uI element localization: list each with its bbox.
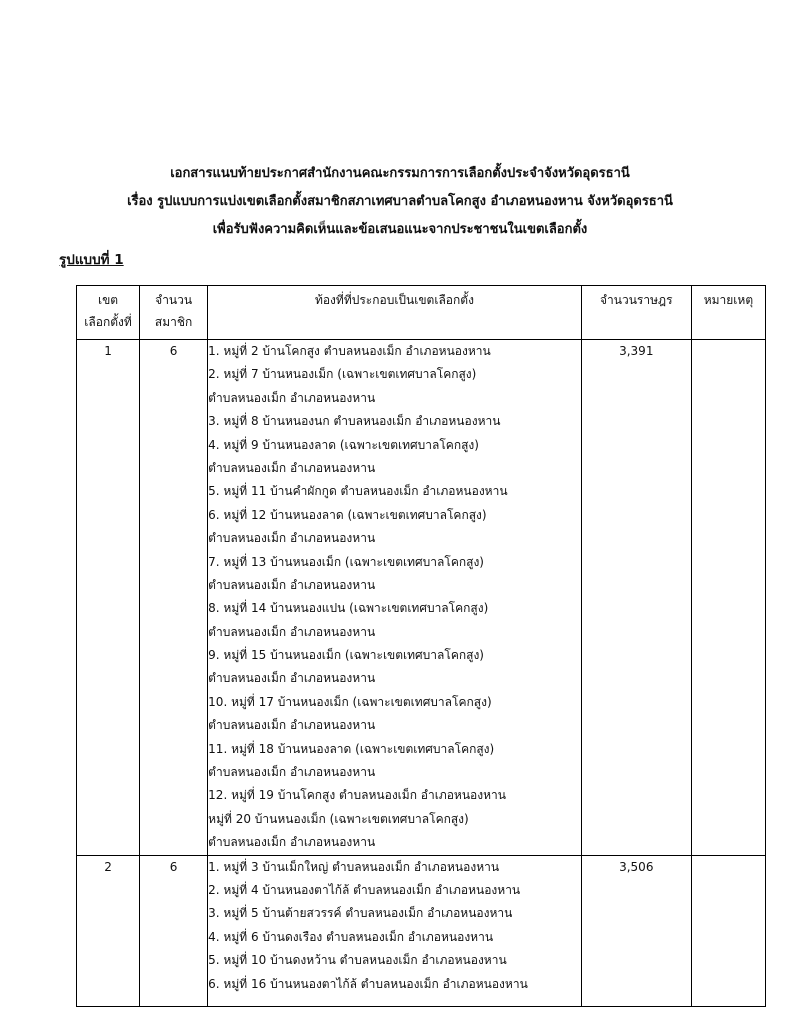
area-line: 5. หมู่ที่ 11 บ้านคำผักกูด ตำบลหนองเม็ก อำเภอหนองหาน xyxy=(208,484,508,499)
district-number: 2 xyxy=(77,855,140,1006)
district-number: 1 xyxy=(77,340,140,856)
area-line: 12. หมู่ที่ 19 บ้านโคกสูง ตำบลหนองเม็ก อำเภอหนองหาน xyxy=(208,788,506,803)
area-line: ตำบลหนองเม็ก อำเภอหนองหาน xyxy=(208,624,376,639)
note-cell xyxy=(691,855,765,1006)
area-line: ตำบลหนองเม็ก อำเภอหนองหาน xyxy=(208,390,376,405)
member-count: 6 xyxy=(140,340,208,856)
header-line-1: เอกสารแนบท้ายประกาศสำนักงานคณะกรรมการการเลือกตั้งประจำจังหวัดอุดรธานี xyxy=(170,166,630,181)
header-population: จำนวนราษฎร xyxy=(581,286,691,340)
header-line-3: เพื่อรับฟังความคิดเห็นและข้อเสนอแนะจากประชาชนในเขตเลือกตั้ง xyxy=(212,222,588,237)
header-district-line-2: เลือกตั้งที่ xyxy=(84,315,132,329)
population-count: 3,506 xyxy=(581,855,691,1006)
area-line: ตำบลหนองเม็ก อำเภอหนองหาน xyxy=(208,531,376,546)
area-line: 8. หมู่ที่ 14 บ้านหนองแปน (เฉพาะเขตเทศบาลโคกสูง) xyxy=(208,601,489,616)
area-line: 4. หมู่ที่ 6 บ้านดงเรือง ตำบลหนองเม็ก อำเภอหนองหาน xyxy=(208,929,494,944)
header-district xyxy=(77,286,140,340)
header-members-line-2: สมาชิก xyxy=(154,315,193,329)
table-row xyxy=(77,340,766,856)
area-line: 5. หมู่ที่ 10 บ้านดงหว้าน ตำบลหนองเม็ก อำเภอหนองหาน xyxy=(208,953,507,968)
header-members-line-1: จำนวน xyxy=(155,293,193,307)
area-line: 2. หมู่ที่ 4 บ้านหนองตาไก้ล้ ตำบลหนองเม็ก อำเภอหนองหาน xyxy=(208,882,521,897)
area-cell xyxy=(208,855,582,1006)
area-line: ตำบลหนองเม็ก อำเภอหนองหาน xyxy=(208,460,376,475)
form-label: รูปแบบที่ 1 xyxy=(59,252,124,268)
area-line: 1. หมู่ที่ 3 บ้านเม็กใหญ่ ตำบลหนองเม็ก อำเภอหนองหาน xyxy=(208,859,500,874)
area-line: 3. หมู่ที่ 8 บ้านหนองนก ตำบลหนองเม็ก อำเภอหนองหาน xyxy=(208,414,501,429)
area-line: ตำบลหนองเม็ก อำเภอหนองหาน xyxy=(208,671,376,686)
district-table xyxy=(76,285,766,1007)
note-cell xyxy=(691,340,765,856)
header-members xyxy=(140,286,208,340)
area-line: ตำบลหนองเม็ก อำเภอหนองหาน xyxy=(208,718,376,733)
area-line: 6. หมู่ที่ 16 บ้านหนองตาไก้ล้ ตำบลหนองเม็ก อำเภอหนองหาน xyxy=(208,976,528,991)
table-row xyxy=(77,855,766,1006)
header-note: หมายเหตุ xyxy=(691,286,765,340)
population-count: 3,391 xyxy=(581,340,691,856)
table-header-row xyxy=(77,286,766,340)
area-line: 10. หมู่ที่ 17 บ้านหนองเม็ก (เฉพาะเขตเทศบาลโคกสูง) xyxy=(208,694,492,709)
area-line: 3. หมู่ที่ 5 บ้านต้ายสวรรค์ ตำบลหนองเม็ก อำเภอหนองหาน xyxy=(208,906,513,921)
member-count: 6 xyxy=(140,855,208,1006)
header-line-2: เรื่อง รูปแบบการแบ่งเขตเลือกตั้งสมาชิกสภาเทศบาลตำบลโคกสูง อำเภอหนองหาน จังหวัดอุดรธานี xyxy=(127,194,673,209)
document-header xyxy=(0,160,800,244)
area-line: ตำบลหนองเม็ก อำเภอหนองหาน xyxy=(208,835,376,850)
area-line: หมู่ที่ 20 บ้านหนองเม็ก (เฉพาะเขตเทศบาลโคกสูง) xyxy=(208,811,469,826)
area-line: 6. หมู่ที่ 12 บ้านหนองลาด (เฉพาะเขตเทศบาลโคกสูง) xyxy=(208,507,487,522)
area-cell xyxy=(208,340,582,856)
area-line: ตำบลหนองเม็ก อำเภอหนองหาน xyxy=(208,577,376,592)
header-district-line-1: เขต xyxy=(97,293,119,307)
header-area: ท้องที่ที่ประกอบเป็นเขตเลือกตั้ง xyxy=(208,286,582,340)
area-line: ตำบลหนองเม็ก อำเภอหนองหาน xyxy=(208,765,376,780)
area-line: 7. หมู่ที่ 13 บ้านหนองเม็ก (เฉพาะเขตเทศบาลโคกสูง) xyxy=(208,554,484,569)
area-line: 9. หมู่ที่ 15 บ้านหนองเม็ก (เฉพาะเขตเทศบาลโคกสูง) xyxy=(208,648,484,663)
area-line: 1. หมู่ที่ 2 บ้านโคกสูง ตำบลหนองเม็ก อำเภอหนองหาน xyxy=(208,344,491,358)
area-line: 4. หมู่ที่ 9 บ้านหนองลาด (เฉพาะเขตเทศบาลโคกสูง) xyxy=(208,437,479,452)
area-line: 11. หมู่ที่ 18 บ้านหนองลาด (เฉพาะเขตเทศบาลโคกสูง) xyxy=(208,741,495,756)
area-line: 2. หมู่ที่ 7 บ้านหนองเม็ก (เฉพาะเขตเทศบาลโคกสูง) xyxy=(208,367,477,382)
